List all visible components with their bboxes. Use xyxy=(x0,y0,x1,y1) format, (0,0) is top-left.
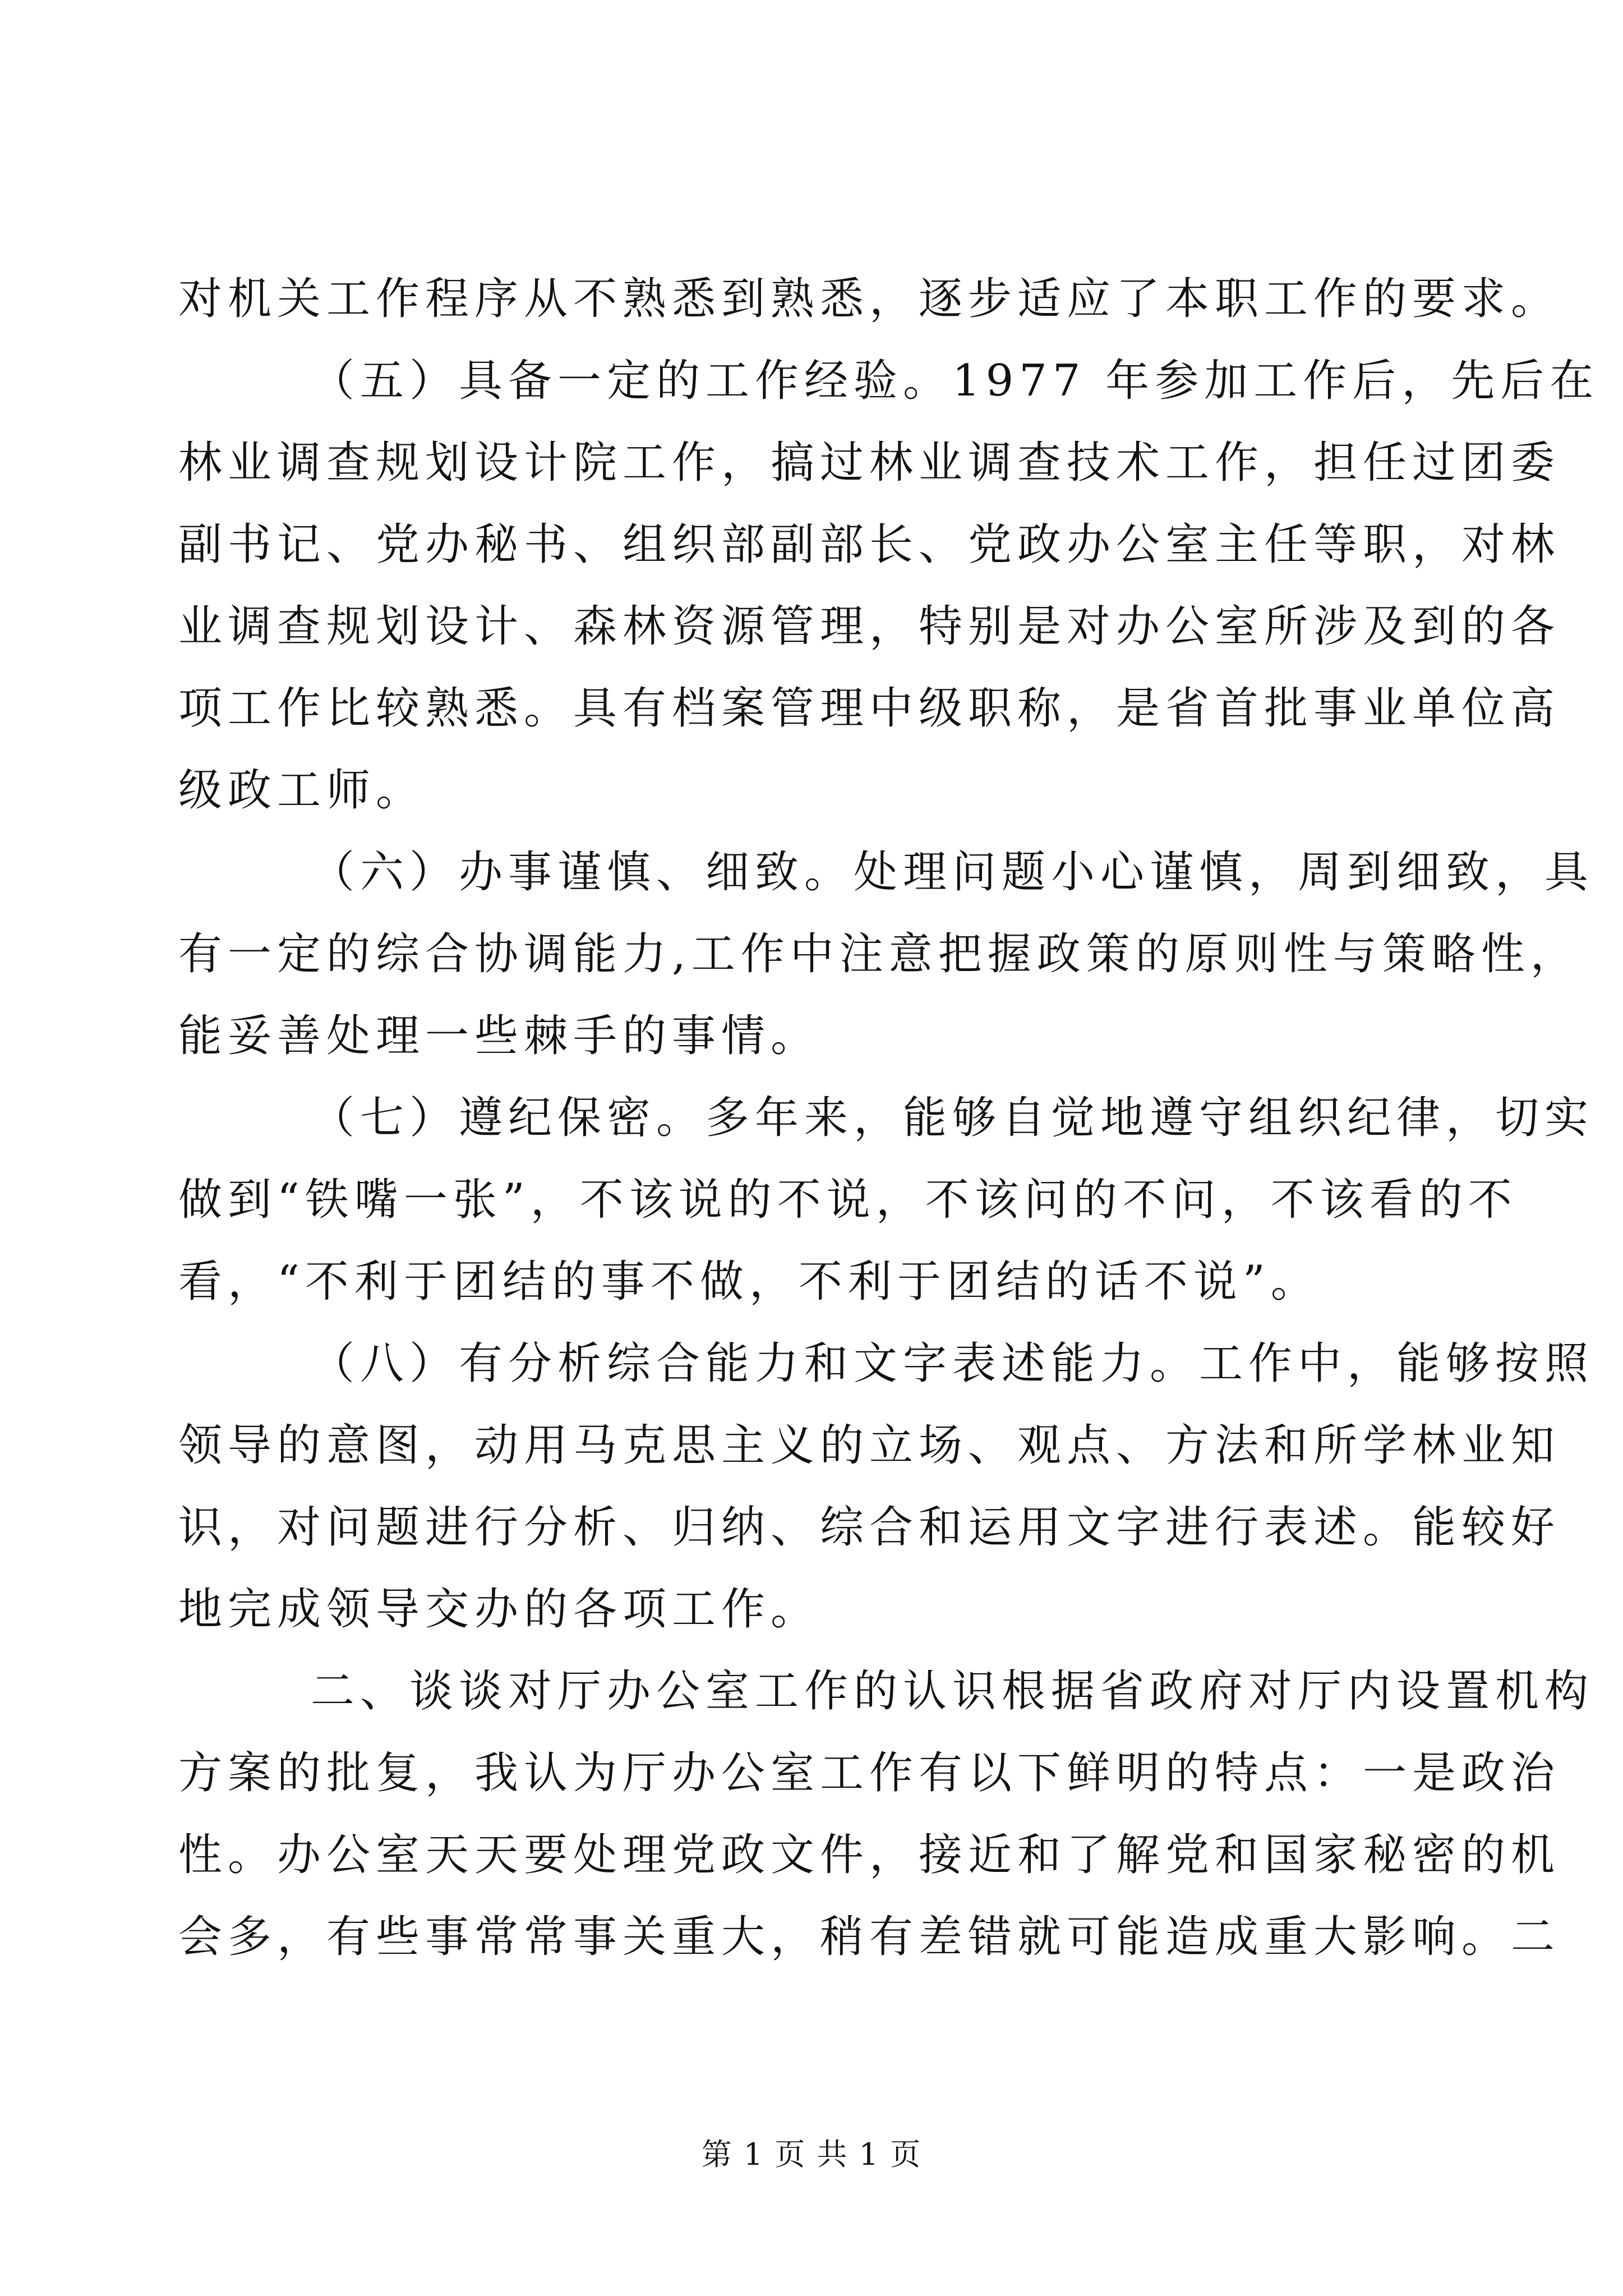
text-line: 对机关工作程序从不熟悉到熟悉，逐步适应了本职工作的要求。 xyxy=(178,274,1561,324)
text-line: 项工作比较熟悉。具有档案管理中级职称，是省首批事业单位高 xyxy=(178,683,1561,734)
text-line: 业调查规划设计、森林资源管理，特别是对办公室所涉及到的各 xyxy=(178,601,1561,652)
text-line: 方案的批复，我认为厅办公室工作有以下鲜明的特点：一是政治 xyxy=(178,1748,1561,1798)
page-footer: 第 1 页 共 1 页 xyxy=(701,2137,922,2172)
text-line: 二、谈谈对厅办公室工作的认识根据省政府对厅内设置机构 xyxy=(311,1666,1594,1717)
text-line: 副书记、党办秘书、组织部副部长、党政办公室主任等职，对林 xyxy=(178,519,1561,570)
text-line: 看，“不利于团结的事不做，不利于团结的话不说”。 xyxy=(178,1257,1320,1307)
text-line: 级政工师。 xyxy=(178,765,426,816)
document-body xyxy=(178,258,1599,1978)
text-line: 识，对问题进行分析、归纳、综合和运用文字进行表述。能较好 xyxy=(178,1502,1561,1553)
text-line: 能妥善处理一些棘手的事情。 xyxy=(178,1011,820,1061)
text-line: 做到“铁嘴一张”，不该说的不说，不该问的不问，不该看的不 xyxy=(178,1175,1518,1225)
text-line: （八）有分析综合能力和文字表述能力。工作中，能够按照 xyxy=(311,1338,1594,1389)
text-line: 会多，有些事常常事关重大，稍有差错就可能造成重大影响。二 xyxy=(178,1912,1561,1962)
text-line: 林业调查规划设计院工作，搞过林业调查技术工作，担任过团委 xyxy=(178,438,1561,488)
text-line: 有一定的综合协调能力,工作中注意把握政策的原则性与策略性， xyxy=(178,929,1580,979)
text-line: （六）办事谨慎、细致。处理问题小心谨慎，周到细致，具 xyxy=(311,847,1594,898)
text-line: 性。办公室天天要处理党政文件，接近和了解党和国家秘密的机 xyxy=(178,1830,1561,1880)
text-line: （七）遵纪保密。多年来，能够自觉地遵守组织纪律，切实 xyxy=(311,1093,1594,1143)
text-line: （五）具备一定的工作经验。1977 年参加工作后，先后在 xyxy=(311,356,1599,406)
text-line: 领导的意图，动用马克思主义的立场、观点、方法和所学林业知 xyxy=(178,1420,1561,1471)
text-line: 地完成领导交办的各项工作。 xyxy=(178,1584,820,1635)
